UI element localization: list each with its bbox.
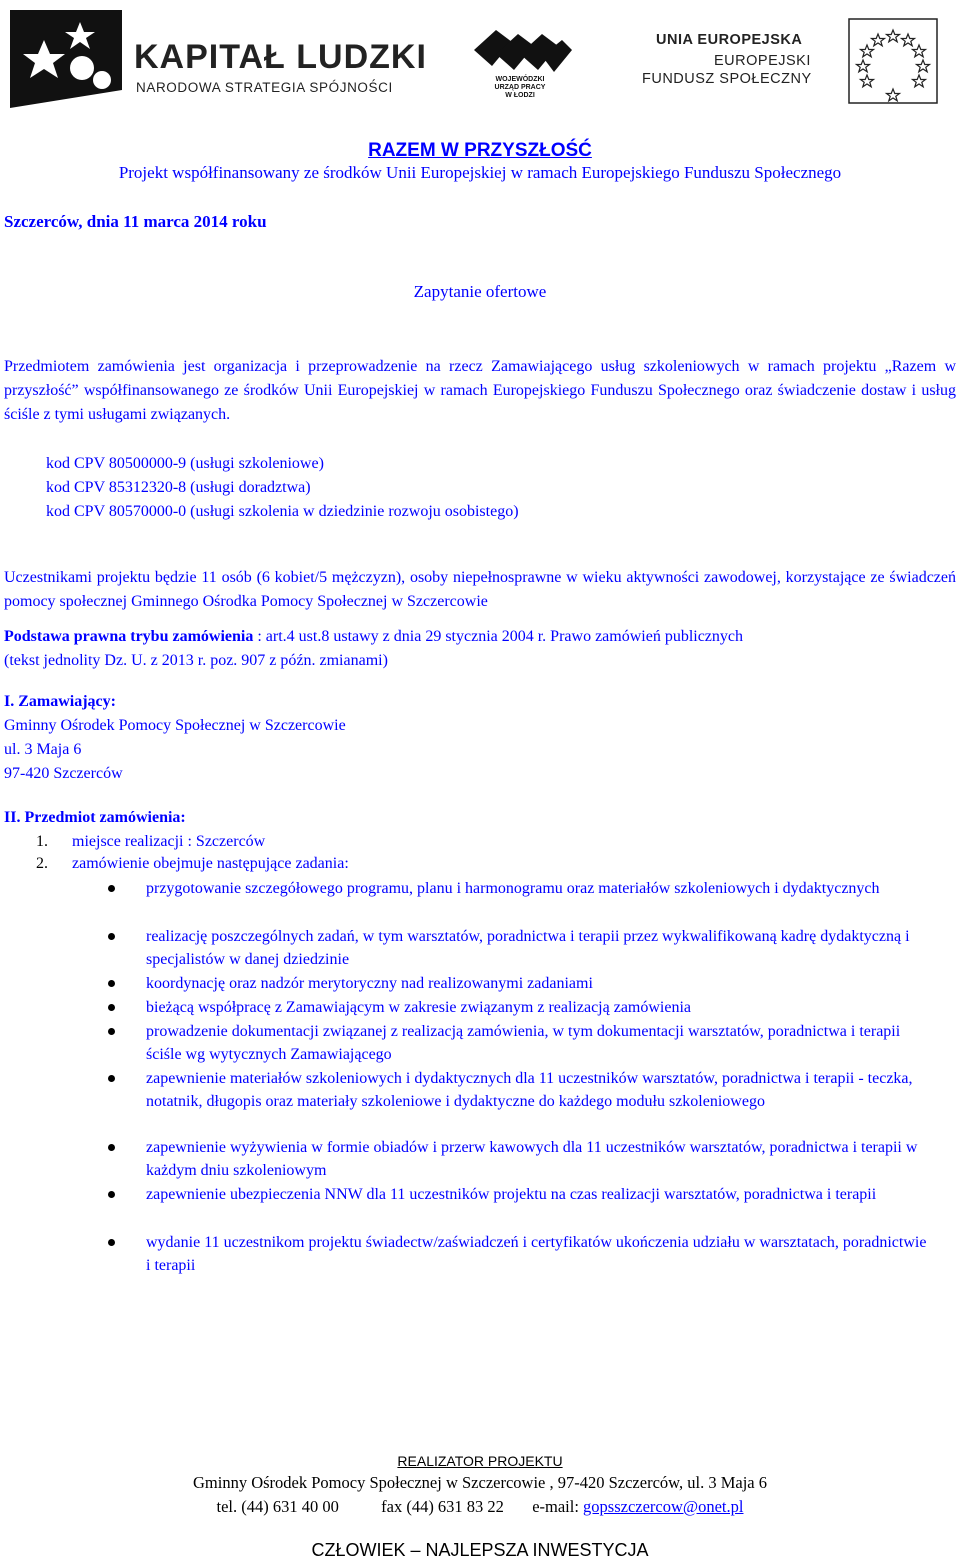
bullet-icon (108, 1144, 115, 1151)
orderer-street: ul. 3 Maja 6 (4, 741, 82, 758)
list-item-number: 1. (36, 833, 48, 850)
footer-tel: tel. (44) 631 40 00 (216, 1497, 339, 1516)
participants-paragraph: Uczestnikami projektu będzie 11 osób (6 kobiet/5 mężczyzn), osoby niepełnosprawne w wieku aktywności zawodowej, korzystające ze świadczeń pomocy społecznej Gminnego Ośrodka Pomocy Społecznej w Szczercowie (4, 569, 956, 610)
list-item-number: 2. (36, 855, 48, 872)
document-date: Szczerców, dnia 11 marca 2014 roku (4, 212, 267, 231)
task-item (108, 1136, 928, 1182)
ue-line-1: UNIA EUROPEJSKA (656, 32, 803, 48)
wup-line-1: WOJEWÓDZKI (495, 76, 545, 83)
intro-paragraph: Przedmiotem zamówienia jest organizacja i przeprowadzenie na rzecz Zamawiającego usług szkoleniowych w ramach projektu „Razem w przyszłość” współfinansowanego ze środków Unii Europejskiej w ramach Europejskiego Funduszu Społecznego oraz świadczenie dostaw i usług ściśle z tymi usługami związanych. (4, 358, 956, 423)
section-2-heading: II. Przedmiot zamówienia: (4, 809, 186, 826)
ue-efs-logo (642, 14, 952, 104)
orderer-city: 97-420 Szczerców (4, 765, 123, 782)
legal-basis-label: Podstawa prawna trybu zamówienia (4, 628, 254, 645)
footer-email-link[interactable]: gopsszczercow@onet.pl (583, 1497, 744, 1516)
task-item (108, 877, 928, 900)
wup-text (480, 76, 560, 100)
ue-line-2: EUROPEJSKI (714, 53, 811, 69)
task-item (108, 972, 928, 995)
wup-emblem-icon (466, 28, 574, 76)
bullet-icon (108, 980, 115, 987)
task-text: zapewnienie wyżywienia w formie obiadów i przerw kawowych dla 11 uczestników warsztatów, poradnictwa i terapii w każdym dniu szkoleniowym (146, 1139, 918, 1179)
bullet-icon (108, 1075, 115, 1082)
footer-email-label: e-mail: (532, 1497, 579, 1516)
wup-lodz-logo (466, 28, 574, 98)
task-text: zapewnienie materiałów szkoleniowych i dydaktycznych dla 11 uczestników warsztatów, poradnictwa i terapii - teczka, notatnik, długopis oraz materiały szkoleniowe i dydaktyczne do każdego modułu szkoleniowego (146, 1070, 913, 1110)
bullet-icon (108, 933, 115, 940)
footer-realizator: REALIZATOR PROJEKTU (397, 1453, 563, 1469)
bullet-icon (108, 1191, 115, 1198)
orderer-name: Gminny Ośrodek Pomocy Społecznej w Szczercowie (4, 717, 346, 734)
task-text: realizację poszczególnych zadań, w tym warsztatów, poradnictwa i terapii przez wykwalifikowaną kadrę dydaktyczną i specjalistów w danej dziedzinie (146, 928, 910, 968)
task-text: bieżącą współpracę z Zamawiającym w zakresie związanym z realizacją zamówienia (146, 999, 692, 1016)
task-item (108, 1067, 928, 1113)
ue-line-3: FUNDUSZ SPOŁECZNY (642, 71, 812, 87)
list-item-text: miejsce realizacji : Szczerców (72, 833, 266, 850)
task-item (108, 996, 928, 1019)
list-item (36, 853, 349, 875)
task-item (108, 1183, 928, 1206)
task-text: zapewnienie ubezpieczenia NNW dla 11 uczestników projektu na czas realizacji warsztatów, poradnictwa i terapii (146, 1186, 877, 1203)
list-item-text: zamówienie obejmuje następujące zadania: (72, 855, 349, 872)
cpv-code: kod CPV 80500000-9 (usługi szkoleniowe) (46, 455, 324, 472)
cpv-code: kod CPV 80570000-0 (usługi szkolenia w dziedzinie rozwoju osobistego) (46, 503, 519, 520)
footer-contact (0, 1497, 960, 1517)
bullet-icon (108, 1028, 115, 1035)
section-1-heading: I. Zamawiający: (4, 693, 116, 710)
task-item (108, 925, 928, 971)
legal-basis-text-2: (tekst jednolity Dz. U. z 2013 r. poz. 907 z późn. zmianami) (4, 652, 388, 669)
task-text: wydanie 11 uczestnikom projektu świadectw/zaświadczeń i certyfikatów ukończenia udziału w warsztatach, poradnictwie i terapii (146, 1234, 927, 1274)
footer-slogan: CZŁOWIEK – NAJLEPSZA INWESTYCJA (311, 1540, 649, 1560)
cpv-code: kod CPV 85312320-8 (usługi doradztwa) (46, 479, 311, 496)
project-subtitle: Projekt współfinansowany ze środków Unii Europejskiej w ramach Europejskiego Funduszu Społecznego (118, 163, 842, 182)
legal-basis (4, 625, 743, 649)
bullet-icon (108, 1004, 115, 1011)
footer-address: Gminny Ośrodek Pomocy Społecznej w Szczercowie , 97-420 Szczerców, ul. 3 Maja 6 (193, 1473, 767, 1492)
legal-basis-text-1: : art.4 ust.8 ustawy z dnia 29 stycznia 2004 r. Prawo zamówień publicznych (253, 628, 744, 645)
project-title: RAZEM W PRZYSZŁOŚĆ (368, 140, 592, 161)
task-text: koordynację oraz nadzór merytoryczny nad realizowanymi zadaniami (146, 975, 593, 992)
task-item (108, 1231, 928, 1277)
eu-flag-icon (848, 18, 938, 104)
footer-fax: fax (44) 631 83 22 (381, 1497, 504, 1516)
task-text: prowadzenie dokumentacji związanej z realizacją zamówienia, w tym dokumentacji warsztatów, poradnictwa i terapii ściśle wg wytycznych Zamawiającego (146, 1023, 901, 1063)
task-item (108, 1020, 928, 1066)
wup-line-3: W ŁODZI (505, 92, 535, 99)
bullet-icon (108, 1239, 115, 1246)
inquiry-title: Zapytanie ofertowe (413, 282, 547, 301)
kapital-ludzki-logo (10, 10, 440, 108)
bullet-icon (108, 885, 115, 892)
list-item (36, 831, 265, 853)
task-text: przygotowanie szczegółowego programu, planu i harmonogramu oraz materiałów szkoleniowych i dydaktycznych (146, 880, 880, 897)
wup-line-2: URZĄD PRACY (494, 84, 546, 91)
kapital-ludzki-subtitle: NARODOWA STRATEGIA SPÓJNOŚCI (136, 80, 393, 95)
kapital-ludzki-title: KAPITAŁ LUDZKI (134, 38, 427, 76)
